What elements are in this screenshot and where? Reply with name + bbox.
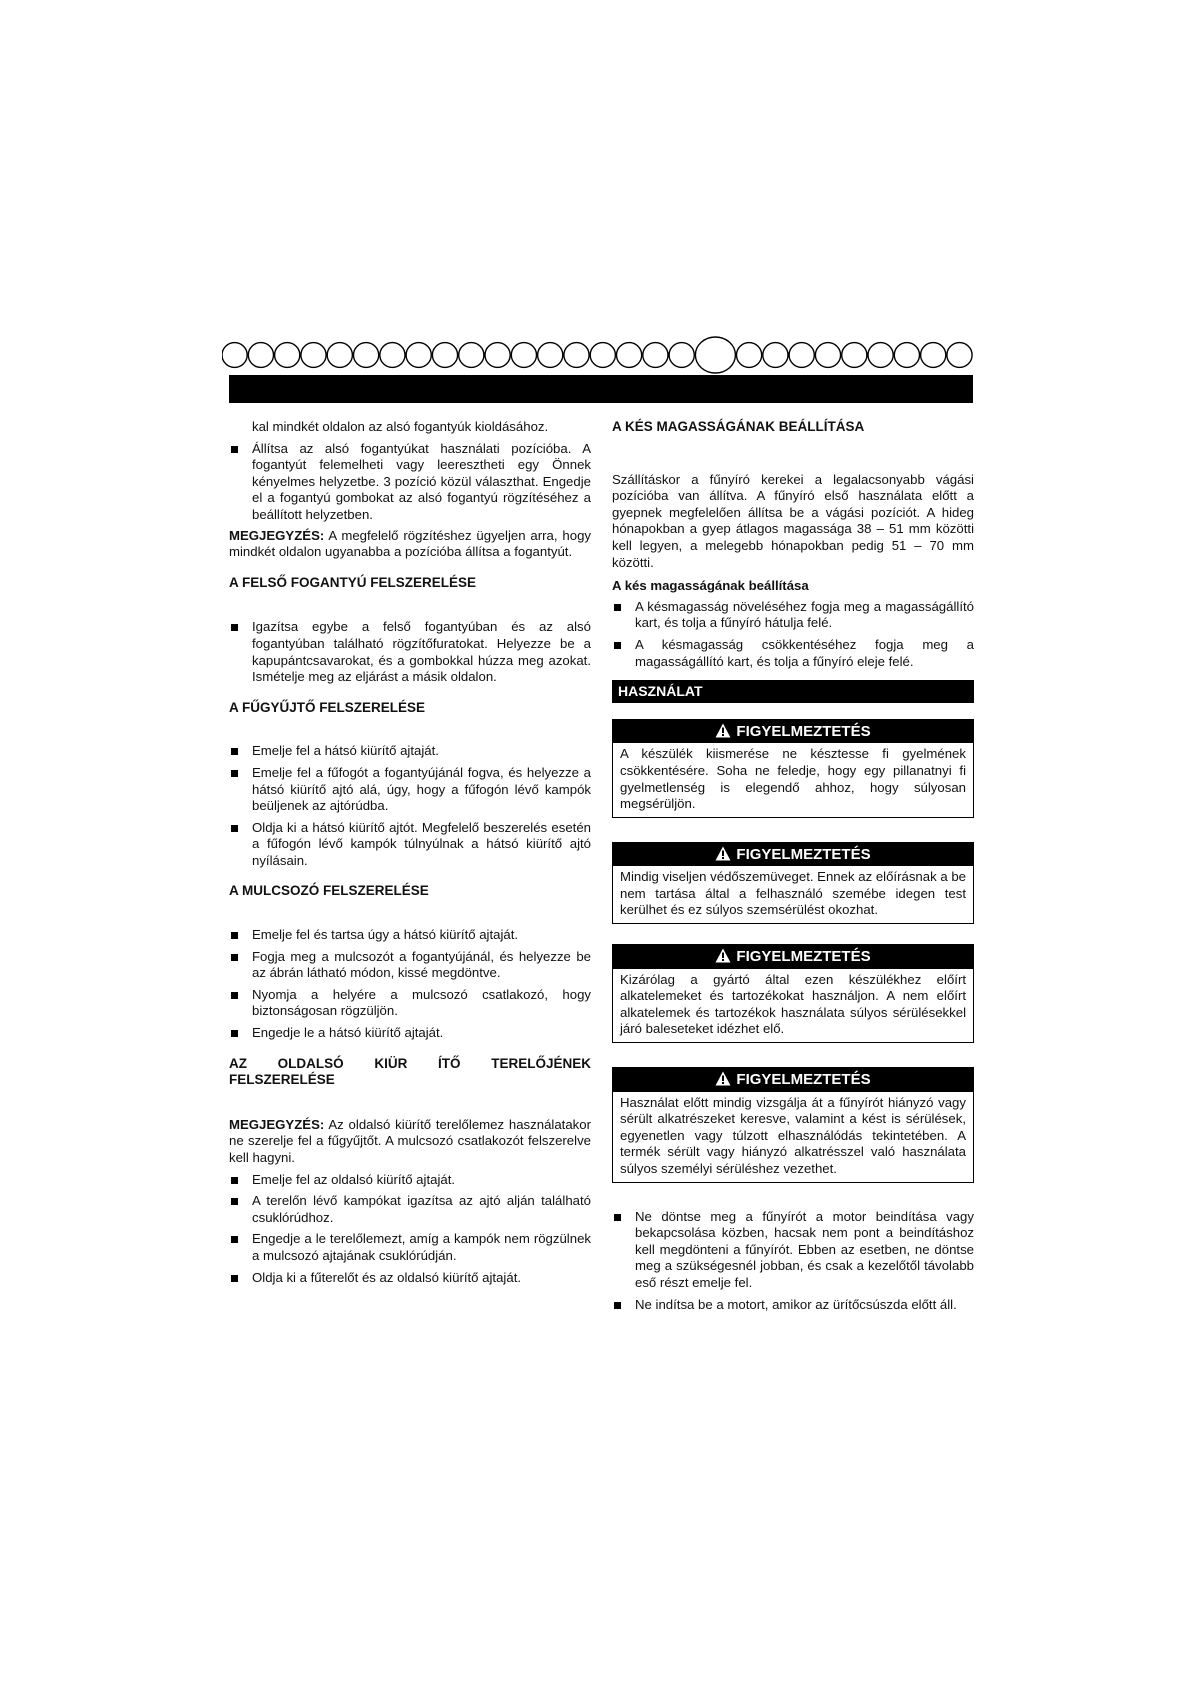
warning-icon [715,948,731,963]
language-circle [459,343,484,368]
body-paragraph: Szállításkor a fűnyíró kerekei a legalacsonyabb vágási pozícióba van állítva. A fűnyíró első használata előtt a gyepnek megfelelően állítsa be a vágási pozíciót. A hideg hónapokban a gyep átlagos magassága 38 – 51 mm közötti kell legyen, a melegebb hónapokban pedig 51 – 70 mm közötti. [612,471,974,570]
note-paragraph [229,1117,591,1167]
warning-box [612,719,974,818]
list-item: Ne indítsa be a motort, amikor az ürítőcsúszda előtt áll. [612,1297,974,1314]
warning-title: FIGYELMEZTETÉS [736,1071,871,1089]
language-circle [485,343,510,368]
language-circle [511,343,536,368]
mulcher-list [229,927,591,1042]
note-text: Az oldalsó kiürítő terelőlemez használatakor ne szerelje fel a fűgyűjtőt. A mulcsozó csatlakozót felszerelve kell hagyni. [229,1116,591,1165]
blade-height-list [612,599,974,670]
language-circle [737,343,762,368]
lower-handle-list [229,441,591,524]
warning-title: FIGYELMEZTETÉS [736,722,871,740]
warning-icon [715,1071,731,1086]
active-language-circle [695,337,735,373]
warning-box [612,842,974,924]
usage-band: HASZNÁLAT [612,680,974,703]
language-circle [842,343,867,368]
section-heading: A MULCSOZÓ FELSZERELÉSE [229,883,429,899]
section-heading: A KÉS MAGASSÁGÁNAK BEÁLLÍTÁSA [612,419,865,434]
header-bar [229,375,973,403]
sub-heading: A kés magasságának beállítása [612,578,809,594]
language-circle [538,343,563,368]
list-item: Engedje a le terelőlemezt, amíg a kampók nem rögzülnek a mulcsozó ajtajának csuklórúdján. [229,1231,591,1264]
warning-header [613,1068,973,1092]
language-circle [301,343,326,368]
warning-icon [715,846,731,861]
warning-text: Mindig viseljen védőszemüveget. Ennek az előírásnak a be nem tartása által a felhasználó szemébe idegen test kerülhet és ez súlyos szemsérülést okozhat. [620,869,967,918]
language-circle [789,343,814,368]
side-discharge-list [229,1172,591,1287]
language-circle [222,343,247,368]
list-item: Állítsa az alsó fogantyúkat használati pozícióba. A fogantyút felemelheti vagy leeresztheti egy Önnek kényelmes helyzetbe. 3 pozíció közül választhat. Engedje el a fogantyú gombokat az alsó fogantyú rögzítéséhez a beállított helyzetben. [229,441,591,524]
warning-text: A készülék kiismerése ne késztesse fi gyelmének csökkentésére. Soha ne feledje, hogy egy pillanatnyi fi gyelmetlenség is elegendő ahhoz, hogy súlyosan megsérüljön. [620,746,966,812]
upper-handle-list [229,619,591,685]
operation-list [612,1209,974,1314]
left-column [229,419,591,1286]
warning-text: Használat előtt mindig vizsgálja át a fűnyírót hiányzó vagy sérült alkatrészeket keresve, valamint a kést is sérülések, egyenetlen vagy túlzott elhasználódás tekintetében. A termék sérült vagy hiányzó alkatrésszel való használata súlyos személyi sérüléshez vezethet. [620,1094,966,1176]
language-circle [894,343,919,368]
note-label: MEGJEGYZÉS: [229,527,325,543]
language-circle [432,343,457,368]
language-circle [868,343,893,368]
warning-title: FIGYELMEZTETÉS [736,948,871,966]
list-item: A késmagasság növeléséhez fogja meg a magasságállító kart, és tolja a fűnyíró hátulja felé. [612,599,974,632]
language-circle [763,343,788,368]
language-circle [921,343,946,368]
language-tab-circles [222,336,978,374]
language-circle [947,343,972,368]
note-paragraph [229,528,591,561]
language-circle [275,343,300,368]
section-heading: A FŰGYŰJTŐ FELSZERELÉSE [229,699,426,715]
language-circle [354,343,379,368]
language-circle [669,343,694,368]
list-item: Fogja meg a mulcsozót a fogantyújánál, és helyezze be az ábrán látható módon, kissé megdöntve. [229,949,591,982]
list-item: Engedje le a hátsó kiürítő ajtaját. [229,1025,591,1042]
list-item: Emelje fel az oldalsó kiürítő ajtaját. [229,1172,591,1189]
language-circle [643,343,668,368]
grass-catcher-list [229,743,591,869]
list-item: A késmagasság csökkentéséhez fogja meg a magasságállító kart, és tolja a fűnyíró eleje felé. [612,637,974,670]
warning-icon [715,723,731,738]
list-item: A terelőn lévő kampókat igazítsa az ajtó alján található csuklórúdhoz. [229,1193,591,1226]
language-circle [815,343,840,368]
list-item: Oldja ki a fűterelőt és az oldalsó kiürítő ajtaját. [229,1270,591,1287]
note-label: MEGJEGYZÉS: [229,1116,325,1132]
language-circle [617,343,642,368]
warning-box [612,944,974,1043]
list-item: Oldja ki a hátsó kiürítő ajtót. Megfelelő beszerelés esetén a fűfogón lévő kampók túlnyúlnak a hátsó kiürítő ajtó nyílásain. [229,820,591,870]
language-circle [590,343,615,368]
list-item: Igazítsa egybe a felső fogantyúban és az alsó fogantyúban található rögzítőfuratokat. Helyezze be a kapupántcsavarokat, és a gombokkal húzza meg azokat. Ismételje meg az eljárást a másik oldalon. [229,619,591,685]
warning-box [612,1067,974,1183]
section-heading: A FELSŐ FOGANTYÚ FELSZERELÉSE [229,574,477,590]
right-column [612,419,974,1313]
language-circle [380,343,405,368]
list-item: Nyomja a helyére a mulcsozó csatlakozó, hogy biztonságosan rögzüljön. [229,987,591,1020]
language-circle [406,343,431,368]
warning-text: Kizárólag a gyártó által ezen készülékhez előírt alkatelemeket és tartozékokat használjon. A nem előírt alkatelemek és tartozékok használata súlyos sérülésekkel járó baleseteket idézhet elő. [620,971,966,1037]
list-item: Ne döntse meg a fűnyírót a motor beindítása vagy bekapcsolása közben, hacsak nem pont a beindításhoz kell megdönteni a fűnyírót. Ebben az esetben, ne döntse meg a szükségesnél jobban, és csak a kezelőtől távolabb eső részt emelje fel. [612,1209,974,1292]
language-circle [248,343,273,368]
language-circle [564,343,589,368]
list-item: Emelje fel a hátsó kiürítő ajtaját. [229,743,591,760]
section-heading: AZ OLDALSÓ KIÜR ÍTŐ TERELŐJÉNEK FELSZERELÉSE [229,1055,591,1088]
intro-text: kal mindkét oldalon az alsó fogantyúk kioldásához. [252,419,549,434]
warning-header [613,945,973,969]
warning-header [613,720,973,744]
list-item: Emelje fel a fűfogót a fogantyújánál fogva, és helyezze a hátsó kiürítő ajtó alá, úgy, hogy a fűfogón lévő kampók beüljenek az ajtórúdba. [229,765,591,815]
note-text: A megfelelő rögzítéshez ügyeljen arra, hogy mindkét oldalon ugyanabba a pozícióba állítsa a fogantyút. [229,527,591,560]
warning-header [613,843,973,867]
warning-title: FIGYELMEZTETÉS [736,845,871,863]
list-item: Emelje fel és tartsa úgy a hátsó kiürítő ajtaját. [229,927,591,944]
language-circle [327,343,352,368]
